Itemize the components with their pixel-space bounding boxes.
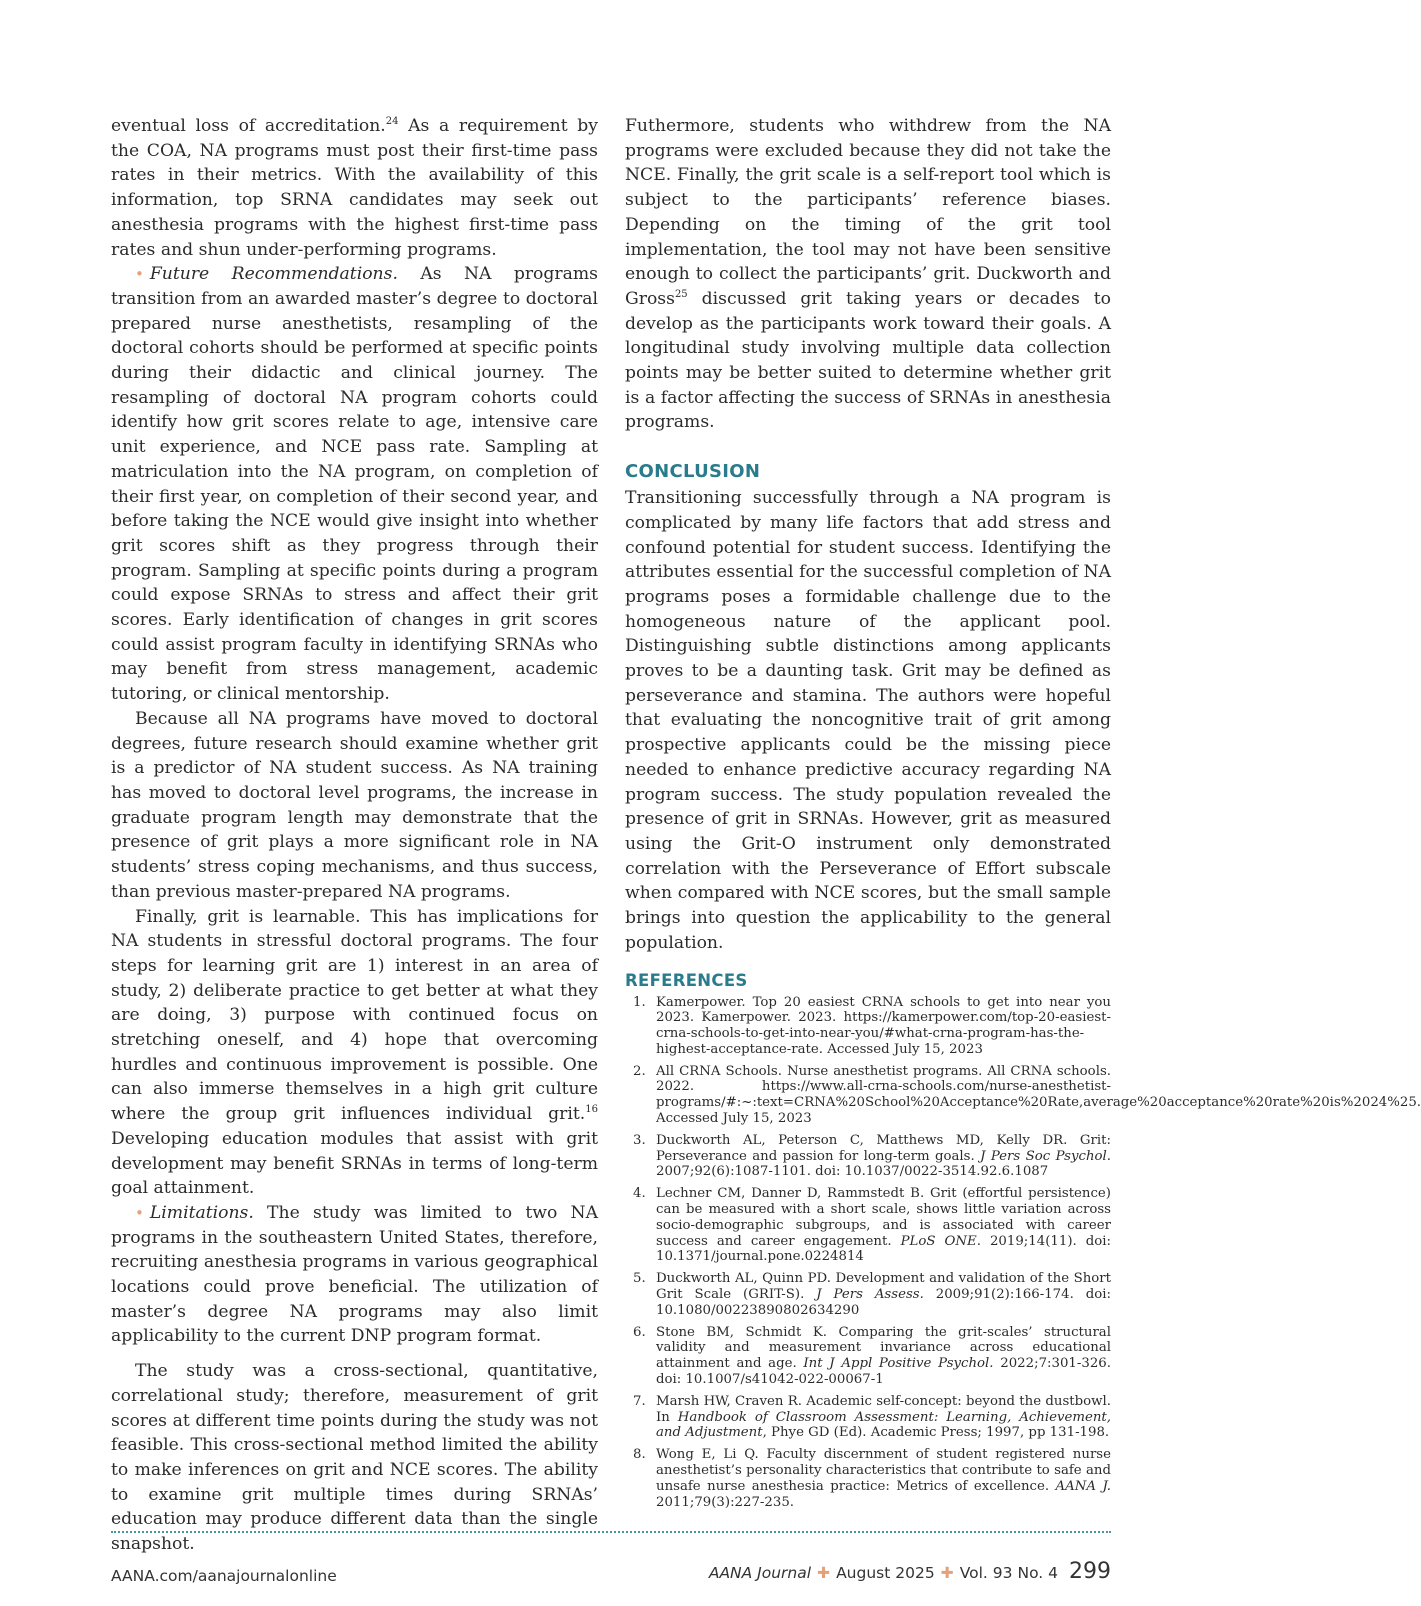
reference-item: 5. Duckworth AL, Quinn PD. Development and validation of the Short Grit Scale (GRIT-S). J Pers Assess. 2009;91(2):166-174. doi: 10.1080/00223890802634290 [633, 1271, 1111, 1318]
citation-16: 16 [585, 1104, 598, 1116]
plus-icon: ✚ [940, 1564, 954, 1582]
paragraph-doctoral-degrees: Because all NA programs have moved to doctoral degrees, future research should examine whether grit is a predictor of NA student success. As NA training has moved to doctoral level programs, the increase in graduate program length may demonstrate that the presence of grit plays a more significant role in NA students’ stress coping mechanisms, and thus success, than previous master-prepared NA programs. [111, 708, 598, 902]
paragraph-cross-sectional: The study was a cross-sectional, quantitative, correlational study; therefore, measurement of grit scores at different time points during the study was not feasible. This cross-sectional method limited the ability to make inferences on grit and NCE scores. The ability to examine grit multiple times during SRNAs’ education may produce different data than the single snapshot. [111, 1361, 598, 1555]
reference-item: 8. Wong E, Li Q. Faculty discernment of student registered nurse anesthetist’s personality characteristics that contribute to safe and unsafe nurse anesthesia practice: Metrics of excellence. AANA J. 2011;79(3):227-235. [633, 1447, 1111, 1510]
reference-item: 2. All CRNA Schools. Nurse anesthetist programs. All CRNA schools. 2022. https://www.all-crna-schools.com/nurse-anesthetist-programs/#:~:text=CRNA%20School%20Acceptance%20Rate,average%20acceptance%20rate%20is%2024%25. Accessed July 15, 2023 [633, 1063, 1421, 1127]
journal-name: AANA Journal [708, 1564, 812, 1582]
footer-url[interactable]: AANA.com/aanajournalonline [111, 1567, 337, 1585]
volume: Vol. 93 [959, 1564, 1013, 1582]
citation-25: 25 [674, 288, 688, 300]
footer-citation [709, 1559, 1111, 1584]
page-number: 299 [1069, 1559, 1111, 1584]
reference-item: 3. Duckworth AL, Peterson C, Matthews MD, Kelly DR. Grit: Perseverance and passion for long-term goals. J Pers Soc Psychol. 2007;92(6):1087-1101. doi: 10.1037/0022-3514.92.6.1087 [633, 1132, 1111, 1180]
paragraph-limitations: • Limitations. The study was limited to two NA programs in the southeastern United States, therefore, recruiting anesthesia programs in various geographical locations could prove beneficial. The utilization of master’s degree NA programs may also limit applicability to the current DNP program format. [111, 1202, 598, 1347]
paragraph-grit-learnable: Finally, grit is learnable. This has implications for NA students in stressful doctoral programs. The four steps for learning grit are 1) interest in an area of study, 2) deliberate practice to get better at what they are doing, 3) purpose with continued focus on stretching oneself, and 4) hope that overcoming hurdles and continuous improvement is possible. One can also immerse themselves in a high grit culture where the group grit influences individual grit.$^{16}$ Developing education modules that assist with grit development may benefit SRNAs in terms of long-term goal attainment. [111, 906, 598, 1199]
reference-item: 7. Marsh HW, Craven R. Academic self-concept: beyond the dustbowl. In Handbook of Classroom Assessment: Learning, Achievement, and Adjustment, Phye GD (Ed). Academic Press; 1997, pp 131-198. [633, 1393, 1111, 1441]
reference-item: 1. Kamerpower. Top 20 easiest CRNA schools to get into near you 2023. Kamerpower. 2023. https://kamerpower.com/top-20-easiest-crna-schools-to-get-into-near-you/#what-crna-program-has-the-highest-acceptance-rate. Accessed July 15, 2023 [633, 994, 1111, 1057]
references-list [625, 994, 1421, 1511]
citation-24: 24 [385, 116, 399, 127]
paragraph-furthermore: Futhermore, students who withdrew from the NA programs were excluded because they did not take the NCE. Finally, the grit scale is a self-report tool which is subject to the participants’ reference biases. Depending on the timing of the grit tool implementation, the tool may not have been sensitive enough to collect the participants’ grit. Duckworth and Gross$^{25}$ discussed grit taking years or decades to develop as the participants work toward their goals. A longitudinal study involving multiple data collection points may be better suited to determine whether grit is a factor affecting the success of SRNAs in anesthesia programs. [625, 116, 1111, 433]
subheading-future-recommendations: Future Recommendations. [149, 264, 398, 285]
subheading-limitations: Limitations. [149, 1202, 254, 1223]
right-column [625, 114, 1421, 1516]
left-column [111, 114, 598, 1557]
reference-item: 6. Stone BM, Schmidt K. Comparing the grit-scales’ structural validity and measurement invariance across educational attainment and age. Int J Appl Positive Psychol. 2022;7:301-326. doi: 10.1007/s41042-022-00067-1 [633, 1324, 1111, 1388]
bullet-icon: • [135, 1203, 144, 1222]
references-heading: REFERENCES [625, 970, 748, 990]
reference-item: 4. Lechner CM, Danner D, Rammstedt B. Grit (effortful persistence) can be measured with a short scale, shows little variation across socio-demographic subgroups, and is associated with career success and career engagement. PLoS ONE. 2019;14(11). doi: 10.1371/journal.pone.0224814 [633, 1186, 1111, 1265]
bullet-icon: • [135, 265, 144, 284]
plus-icon: ✚ [817, 1564, 831, 1582]
paragraph-future-recommendations: • Future Recommendations. As NA programs transition from an awarded master’s degree to doctoral prepared nurse anesthetists, resampling of the doctoral cohorts should be performed at specific points during their didactic and clinical journey. The resampling of doctoral NA program cohorts could identify how grit scores relate to age, intensive care unit experience, and NCE pass rate. Sampling at matriculation into the NA program, on completion of their first year, on completion of their second year, and before taking the NCE would give insight into whether grit scores shift as they progress through their program. Sampling at specific points during a program could expose SRNAs to stress and affect their grit scores. Early identification of changes in grit scores could assist program faculty in identifying SRNAs who may benefit from stress management, academic tutoring, or clinical mentorship. [111, 264, 598, 705]
paragraph-conclusion: Transitioning successfully through a NA program is complicated by many life factors that add stress and confound potential for student success. Identifying the attributes essential for the successful completion of NA programs poses a formidable challenge due to the homogeneous nature of the applicant pool. Distinguishing subtle distinctions among applicants proves to be a daunting task. Grit may be defined as perseverance and stamina. The authors were hopeful that evaluating the noncognitive trait of grit among prospective applicants could be the missing piece needed to enhance predictive accuracy regarding NA program success. The study population revealed the presence of grit in SRNAs. However, grit as measured using the Grit-O instrument only demonstrated correlation with the Perseverance of Effort subscale when compared with NCE scores, but the small sample brings into question the applicability to the general population. [625, 488, 1111, 953]
footer-divider [111, 1531, 1111, 1533]
conclusion-heading: CONCLUSION [625, 461, 761, 483]
issue-date: August 2025 [836, 1564, 935, 1582]
issue-number: No. 4 [1017, 1564, 1058, 1582]
paragraph-accreditation: eventual loss of accreditation.$^{24}$ As a requirement by the COA, NA programs must post their first-time pass rates in their metrics. With the availability of this information, top SRNA candidates may seek out anesthesia programs with the highest first-time pass rates and shun under-performing programs. [111, 116, 598, 260]
